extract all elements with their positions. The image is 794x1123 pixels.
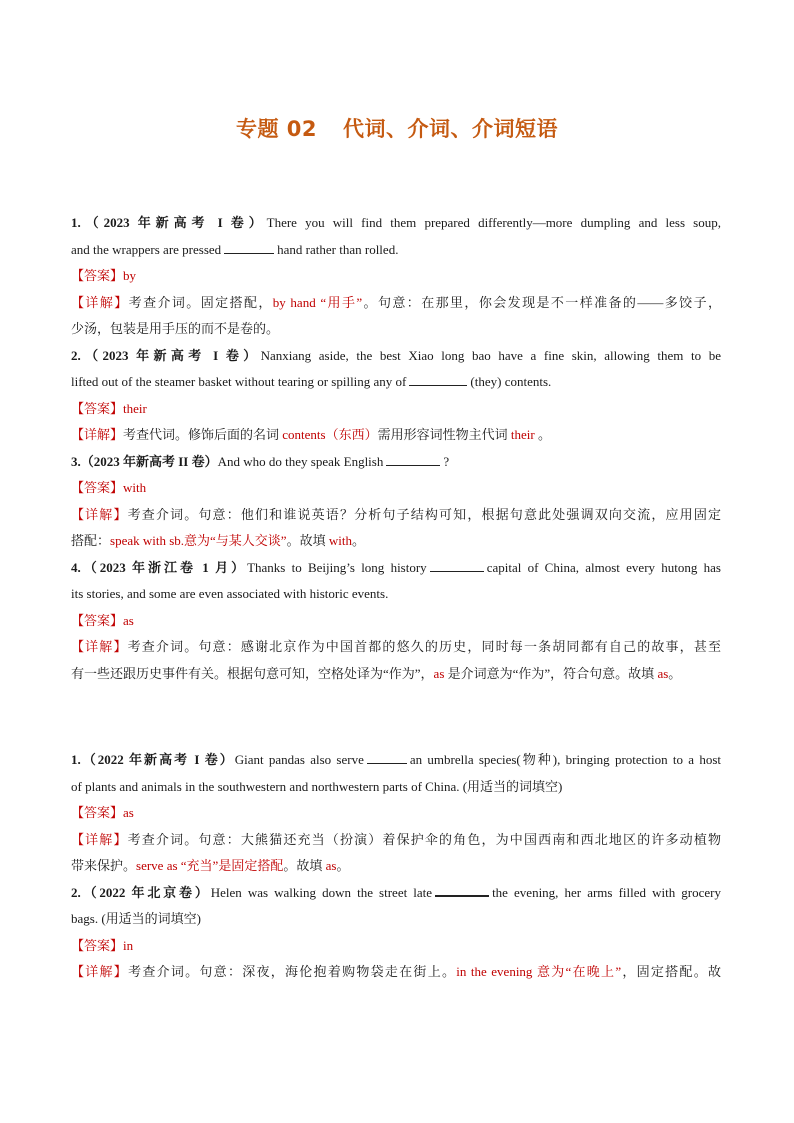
- q6-blank: [435, 883, 489, 897]
- q2-text-2a: lifted out of the steamer basket without tearing or spilling any of: [71, 374, 407, 389]
- q1-line-2: [71, 237, 721, 264]
- q5-detail-text-2c: 。故填: [283, 858, 326, 873]
- q6-answer-value: in: [123, 937, 134, 953]
- q4-blank: [430, 559, 484, 572]
- q5-source: （2022 年新高考 I 卷）: [80, 752, 235, 767]
- q4-detail-1: [71, 634, 721, 661]
- q1-text-1: There you will find them prepared differently—more dumpling and less soup,: [266, 215, 721, 230]
- q6-text-1a: Helen was walking down the street late: [210, 884, 433, 900]
- answer-label: 【答案】: [71, 805, 124, 820]
- q2-answer: [71, 396, 721, 423]
- q1-detail-text-2: 少汤，包装是用手压的而不是卷的。: [71, 321, 280, 336]
- q6-detail-text-b: in the evening 意为“在晚上”: [456, 964, 622, 979]
- q6-line-2: [71, 906, 721, 933]
- q1-answer: [71, 263, 721, 290]
- q3-number: 3.: [71, 453, 81, 469]
- q5-line-1: [71, 747, 721, 774]
- title-number: 专题 02: [235, 117, 318, 141]
- q2-detail-text-a: 考查代词。修饰后面的名词: [123, 427, 283, 442]
- q5-number: 1.: [71, 752, 81, 767]
- answer-label: 【答案】: [71, 400, 124, 416]
- q5-text-1a: Giant pandas also serve: [234, 752, 364, 767]
- q5-detail-2: [71, 853, 721, 880]
- q4-text-1a: Thanks to Beijing’s long history: [247, 559, 427, 575]
- detail-label: 【详解】: [71, 639, 128, 654]
- q5-detail-1: [71, 827, 721, 854]
- q5-detail-text-2b: serve as “充当”是固定搭配: [136, 858, 284, 873]
- q1-blank: [224, 241, 274, 254]
- question-list: [71, 210, 721, 986]
- q2-line-1: [71, 343, 721, 370]
- q5-detail-text-2d: as: [325, 858, 337, 873]
- answer-label: 【答案】: [71, 268, 124, 283]
- detail-label: 【详解】: [71, 294, 129, 310]
- q6-answer: [71, 933, 721, 960]
- q4-text-1b: capital of China, almost every hutong has: [486, 559, 721, 575]
- q2-source: （2023 年新高考 I 卷）: [80, 347, 261, 363]
- q6-detail-1: [71, 959, 721, 986]
- q2-line-2: [71, 369, 721, 396]
- q3-detail-1: [71, 502, 721, 529]
- q6-detail-text-c: ，固定搭配。故: [621, 964, 721, 979]
- q5-answer: [71, 800, 721, 827]
- q3-detail-2: [71, 528, 721, 555]
- q3-detail-text-2e: 。: [351, 533, 365, 548]
- q2-detail-text-e: 。: [534, 427, 551, 442]
- q3-source: （2023 年新高考 II 卷）: [80, 453, 218, 469]
- q5-detail-text-2a: 带来保护。: [71, 858, 137, 873]
- q3-detail-text-2b: speak with sb.意为“与某人交谈”: [110, 533, 287, 548]
- q6-text-1b: the evening, her arms filled with grocery: [492, 884, 721, 900]
- q3-answer-value: with: [123, 480, 147, 495]
- q1-text-2b: hand rather than rolled.: [277, 241, 399, 257]
- q4-text-2: its stories, and some are even associated with historic events.: [71, 586, 389, 601]
- q3-blank: [386, 453, 440, 466]
- q3-line-1: [71, 449, 721, 476]
- section-gap: [71, 687, 721, 747]
- title-text: 代词、介词、介词短语: [343, 117, 559, 141]
- q1-number: 1.: [71, 215, 81, 230]
- q4-detail-2: [71, 661, 721, 688]
- q2-detail-text-b: contents（东西）: [282, 427, 378, 442]
- q1-line-1: [71, 210, 721, 237]
- q6-number: 2.: [71, 884, 81, 900]
- q4-source: （2023 年浙江卷 1 月）: [80, 559, 248, 575]
- detail-label: 【详解】: [71, 964, 129, 979]
- q6-line-1: [71, 880, 721, 907]
- q2-detail-text-c: 需用形容词性物主代词: [377, 427, 511, 442]
- q3-detail-text-2a: 搭配：: [71, 533, 111, 548]
- q4-detail-text-2b: as: [433, 665, 445, 681]
- q2-detail-text-d: their: [510, 427, 535, 442]
- q6-source: （2022 年北京卷）: [80, 884, 211, 900]
- detail-label: 【详解】: [71, 831, 128, 847]
- answer-label: 【答案】: [71, 612, 124, 628]
- q4-detail-text-2a: 有一些还跟历史事件有关。根据句意可知，空格处译为“作为”，: [71, 665, 434, 681]
- q2-text-1: Nanxiang aside, the best Xiao long bao have a fine skin, allowing them to be: [260, 347, 721, 363]
- q2-answer-value: their: [123, 400, 147, 416]
- q4-detail-text-1: 考查介词。句意：感谢北京作为中国首都的悠久的历史，同时每一条胡同都有自己的故事，甚至: [127, 639, 721, 654]
- q4-line-1: [71, 555, 721, 582]
- q4-line-2: [71, 581, 721, 608]
- q6-text-2: bags. (用适当的词填空): [71, 911, 201, 926]
- detail-label: 【详解】: [71, 427, 124, 442]
- q1-answer-value: by: [123, 268, 137, 283]
- q3-detail-text-1: 考查介词。句意：他们和谁说英语？分析句子结构可知，根据句意此处强调双向交流，应用固定: [127, 506, 721, 522]
- q5-detail-text-1: 考查介词。句意：大熊猫还充当（扮演）着保护伞的角色，为中国西南和西北地区的许多动植物: [127, 831, 721, 847]
- q1-source: （2023 年新高考 I 卷）: [80, 215, 267, 230]
- q3-detail-text-2d: with: [328, 533, 352, 548]
- q5-line-2: [71, 774, 721, 801]
- answer-label: 【答案】: [71, 480, 124, 495]
- q3-text-1b: ?: [443, 453, 450, 469]
- q1-detail-1: [71, 290, 721, 317]
- q4-number: 4.: [71, 559, 81, 575]
- q2-detail-1: [71, 422, 721, 449]
- q4-detail-text-2d: as: [657, 665, 669, 681]
- q4-detail-text-2c: 是介词意为“作为”，符合句意。故填: [444, 665, 658, 681]
- page-title: [0, 113, 794, 143]
- q5-text-1b: an umbrella species(物种), bringing protection to a host: [409, 752, 721, 767]
- detail-label: 【详解】: [71, 506, 128, 522]
- answer-label: 【答案】: [71, 937, 124, 953]
- q5-answer-value: as: [123, 805, 134, 820]
- q1-detail-text-c: 。句意：在那里，你会发现是不一样准备的——多饺子，: [362, 294, 721, 310]
- q6-detail-text-a: 考查介词。句意：深夜，海伦抱着购物袋走在街上。: [128, 964, 457, 979]
- q1-detail-2: [71, 316, 721, 343]
- q5-text-2: of plants and animals in the southwestern and northwestern parts of China. (用适当的词填空): [71, 778, 563, 794]
- q3-text-1: And who do they speak English: [217, 453, 384, 469]
- q1-text-2a: and the wrappers are pressed: [71, 241, 222, 257]
- q4-detail-text-2e: 。: [668, 665, 682, 681]
- q1-detail-text-b: by hand “用手”: [272, 294, 363, 310]
- q1-detail-text-a: 考查介词。固定搭配，: [128, 294, 273, 310]
- q2-text-2b: (they) contents.: [470, 374, 552, 389]
- q4-answer-value: as: [123, 612, 134, 628]
- q5-detail-text-2e: 。: [336, 858, 350, 873]
- q3-detail-text-2c: 。故填: [286, 533, 329, 548]
- q4-answer: [71, 608, 721, 635]
- q2-blank: [409, 373, 467, 386]
- q2-number: 2.: [71, 347, 81, 363]
- q3-answer: [71, 475, 721, 502]
- q5-blank: [367, 751, 407, 764]
